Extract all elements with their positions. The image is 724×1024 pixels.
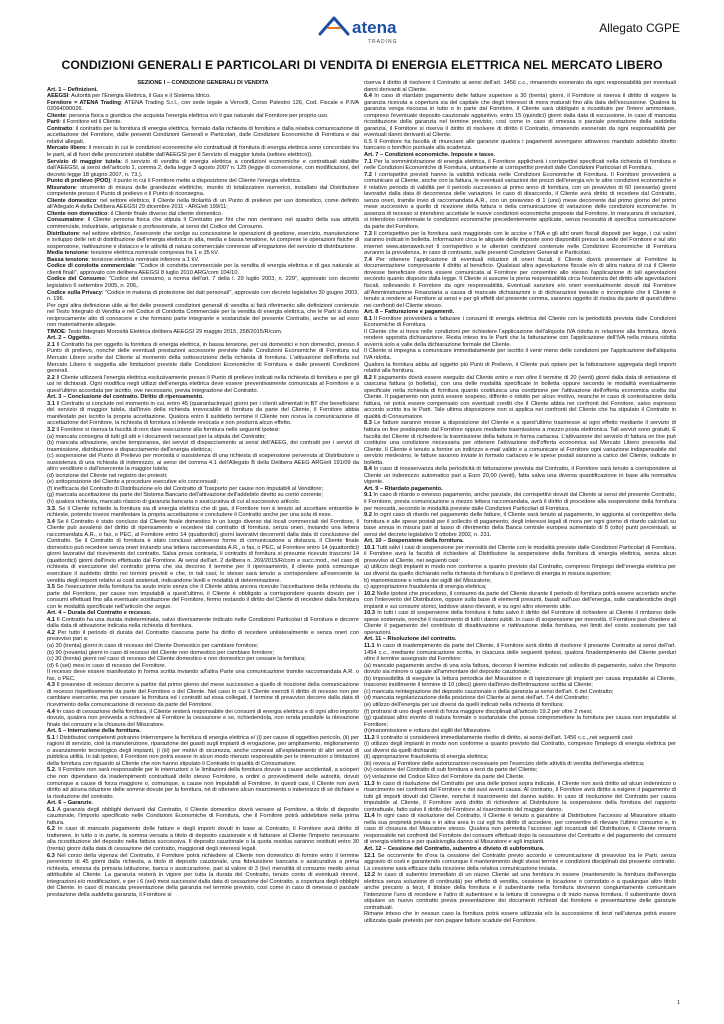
paragraph-text: Per tutto il periodo di durata del Contratto ciascuna parte ha diritto di recedere unilateralmente e senza oneri con preavviso pari a:	[47, 629, 359, 643]
paragraph-text: (d) mancata regolarizzazione della posizione del Cliente ai sensi dell'art. 7.4 del Contratto;	[364, 695, 589, 702]
paragraph	[47, 669, 359, 682]
paragraph-lead: Cliente domestico	[47, 197, 97, 204]
paragraph-text: (d) iscrizione del Cliente nel registro dei protesti;	[47, 472, 168, 479]
paragraph	[364, 872, 676, 911]
allegato-label: Allegato CGPE	[599, 21, 680, 35]
paragraph-lead: 3.4	[47, 518, 55, 525]
paragraph-lead: 5.1	[47, 734, 55, 741]
paragraph-text: c) appropriazione fraudolenta di energia elettrica;	[364, 584, 487, 591]
paragraph-text: (b) mancata attivazione, anche temporanea, dei servizi di dispacciamento ai sensi dell'AEEG, dei contratti per i servizi di trasmissione, distribuzione e dispacciamento dell'energia elettrica;	[47, 440, 359, 453]
paragraph-lead: 3.3	[47, 505, 55, 512]
paragraph	[47, 198, 359, 211]
paragraph-text: In caso di subentro immediato di un nuovo Cliente ad una fornitura in essere (mantenendo la fornitura dell'energia elettrica senza soluzione di continuità) per effetto di vendita, cessione in locazione o comodato o a qualunque altro titolo anche precario a terzi, il titolare della fornitura e il subentrante nella fornitura dovranno congiuntamente comunicare l'intenzione l'uno di recedere e l'altro di subentrare e la lettura di consegna o di inizio nuova fornitura. Il subentrante dovrà stipulare un nuovo contratto previa presentazione dei documenti richiesti dal fornitore e presentazione delle garanzie contrattuali.	[364, 872, 676, 911]
paragraph-text: Il Cliente utilizzerà l'energia elettrica esclusivamente presso il Punto di prelievo indicati nella richiesta di fornitura e per gli usi ivi dichiarati. Ogni modifica negli utilizzi dell'energia elettrica deve essere preventivamente comunicata al Fornitore e a quest'ultimo accordata per iscritto, ove necessario, previa integrazione del Contratto.	[47, 374, 359, 394]
paragraph-text: Per la somministrazione di energia elettrica, il Fornitore applicherà i corrispettivi specificati nella richiesta di fornitura e nelle Condizioni Economiche di Fornitura, unitamente ai corrispettivi previsti dalle Condizioni Particolari di Fornitura.	[364, 158, 676, 172]
paragraph-lead: 6.3	[47, 852, 55, 859]
paragraph-text: In tutti i casi di sospensione della fornitura è fatto salvo il diritto del Fornitore di richiedere al Cliente il rimborso delle spese sostenute, nonché il risarcimento di tutti i danni subiti. In caso di sospensione per morosità, il Fornitore può chiedere al Cliente il pagamento del contributo di disattivazione e riattivazione della fornitura, nei limiti del costo sostenuto per tali operazioni.	[364, 610, 676, 636]
paragraph-text: (b) 90 (novanta) giorni in caso di recesso del Cliente non domestico per cambiare fornitore;	[47, 649, 274, 656]
paragraph-text: Per ottenere l'applicazione di eventuali riduzioni di oneri fiscali, il Cliente dovrà presentare al Fornitore la documentazione comprovante il diritto al beneficio. Qualsiasi altra agevolazione fiscale e/o di altra natura di cui il Cliente dovesse beneficiare dovrà essere comunicata al Fornitore per consentire allo stesso l'applicazione di tali agevolazioni secondo quanto disposto dalla legge. Il Cliente si assume la piena responsabilità circa l'esistenza del diritto alle agevolazioni fiscali, sollevando il Fornitore da ogni responsabilità. Eventuali sanzioni e/o oneri eventualmente dovuti dal Fornitore all'Amministrazione Finanziaria a causa di mancate dichiarazioni o di dichiarazioni inesatte o incomplete che il Cliente è tenuto a rendere al Fornitore ai sensi e per gli effetti del presente comma, saranno oggetto di rivalsa da parte di quest'ultimo nei confronti del Cliente stesso.	[364, 256, 676, 309]
paragraph-lead: 6.1	[47, 806, 55, 813]
right-text-column	[364, 80, 676, 925]
paragraph	[47, 709, 359, 729]
paragraph-lead: 10.1	[364, 544, 375, 551]
paragraph-lead: 7.4	[364, 256, 372, 263]
paragraph-text: Il Cliente che si trova nelle condizioni per richiedere l'applicazione dell'aliquota IVA ridotta in relazione alla fornitura, dovrà rendere apposita dichiarazione. Resta inteso tra le Parti che la fatturazione con l'applicazione dell'IVA nella misura ridotta avverrà solo a valle della dichiarazione formale del Cliente.	[364, 328, 676, 348]
paragraph-lead: Codice di condotta commerciale	[47, 263, 136, 270]
paragraph-lead: 11.3	[364, 780, 375, 787]
paragraph-lead: 3.1	[47, 400, 55, 407]
paragraph-text: : il mercato in cui le condizioni economiche e/o contrattuali di fornitura di energia elettrica sono concordate tra le parti, al di fuori delle prescrizioni stabilite dall'AEEGSI per il Servizio di maggior tutela (settore elettrico)).	[47, 145, 359, 159]
paragraph-lead: 11.1	[364, 643, 375, 650]
paragraph-text: : "Codice in materia di protezione dei dati personali", approvato con decreto legislativo 30 giugno 2003, n. 196.	[47, 289, 359, 303]
paragraph-text: (c) sospensione del Punto di Prelievo per morosità o sussistenza di una richiesta di sospensione pervenuta al Distributore o sussistenza di una richiesta di indennizzo, ai sensi del comma 4.1 dell'Allegato B della Delibera AEEG ARG/elt 191/09 da altro venditore o dall'esercente la maggior tutela;	[47, 453, 359, 473]
paragraph-text: (ii) appropriazione fraudolenta di energia elettrica;	[364, 754, 489, 761]
paragraph-text: Rimane inteso che in nessun caso la fornitura potrà essere utilizzata e/o la successione di terzi nell'utenza potrà essere utilizzata quale pretesto per non pagare fatture scadute del Fornitore.	[364, 911, 676, 924]
paragraph-text: Il Cliente si impegna a comunicare immediatamente per iscritto il venir meno delle condizioni per l'applicazione dell'aliquota IVA ridotta.	[364, 348, 676, 361]
paragraph	[364, 139, 676, 152]
paragraph-text: . Il Fornitore non sarà responsabile per le interruzioni o le limitazioni della fornitura dovute a cause accidentali, a scioperi che non dipendano da inadempimenti contrattuali dello stesso Fornitore, a ordini o provvedimenti delle autorità, dovuti comunque a cause di forza maggiore o, comunque, a cause non imputabili al Fornitore. In questi casi, il Cliente non avrà diritto ad alcuna riduzione delle somme dovute per la fornitura, né di ottenere alcun risarcimento o indennizzo di sé dichiare e la risoluzione del contratto.	[47, 767, 359, 800]
paragraph-lead: 8.1	[364, 315, 372, 322]
paragraph	[364, 172, 676, 231]
paragraph-lead: 12.2	[364, 872, 375, 879]
paragraph-text: (iv) cessione del Contratto di sub fornitura a terzi da parte del Cliente;	[364, 767, 538, 774]
atena-logo-icon	[318, 12, 412, 38]
paragraph-lead: 6.4	[364, 93, 372, 100]
paragraph	[47, 767, 359, 800]
paragraph-text: Il Contratto si conclude nel momento in cui, entro 45 (quarantacinque) giorni per i clienti alimentati in BT che beneficiano del servizio di maggior tutela, dall'invio della richiesta irrevocabile di fornitura da parte del Cliente, il Fornitore abbia manifestato per iscritto la propria accettazione. Qualora entro il suddetto termine il Cliente non riceva la comunicazione di accettazione del Fornitore, la richiesta di fornitura si intende revocata e non produrrà alcun effetto.	[47, 400, 359, 427]
paragraph	[47, 342, 359, 375]
paragraph-text: : il contratto per la fornitura di energia elettrica, formato dalla richiesta di fornitura e dalla relativa comunicazione di accettazione del Fornitore, dalle presenti Condizioni Generali e Particolari, dalle Condizioni Economiche di Fornitura e dai relativi allegati.	[47, 125, 359, 145]
paragraph	[47, 506, 359, 519]
paragraph-lead: 2.2	[47, 374, 55, 381]
paragraph	[364, 545, 676, 565]
paragraph	[47, 263, 359, 276]
paragraph	[47, 630, 359, 643]
paragraph-text: In caso di ritardato pagamento delle fatture superiore a 30 (trenta) giorni, il Fornitore si riserva il diritto di esigere la garanzia ricevuta a copertura sia del capitale che degli interessi di mora maturati fino alla data dell'escussione. Qualora la garanzia venga riscossa in tutto o in parte dal Fornitore, il Cliente sarà obbligato a ricostituire per l'intero ammontare, compreso l'eventuale deposito cauzionale aggiuntivo, entro 15 (quindici) giorni dalla data di escussione. In caso di mancata ricostituzione della garanzia nel termine previsto, così come in caso di omessa o parziale prestazione della suddetta garanzia, il Fornitore si riserva il diritto di risolvere di diritto il Contratto, rimanendo esonerato da ogni responsabilità per eventuali danni derivanti al Cliente.	[364, 93, 676, 139]
paragraph-text: In caso di ritardo o omesso pagamento, anche parziale, dei corrispettivi dovuti dal Cliente ai sensi del presente Contratto, il Fornitore, previa comunicazione a mezzo lettera raccomandata, avrà il diritto di procedere alla sospensione della fornitura per morosità, secondo le modalità previste dalle Condizioni Particolari di Fornitura.	[364, 492, 676, 512]
paragraph-text: Art. 10 – Sospensione della fornitura.	[364, 538, 464, 545]
paragraph-text: Il contratto si considererà immediatamente risolto di diritto, ai sensi dell'art. 1456 c.c.,,nei seguenti casi:	[374, 734, 634, 741]
paragraph	[364, 316, 676, 329]
paragraph-text: (h) qualora richiesta, mancato rilascio di garanzia bancaria o assicurativa di cui al successivo articolo.	[47, 499, 301, 505]
paragraph-lead: 3.5	[47, 584, 55, 591]
paragraph-lead: Cliente	[47, 112, 66, 119]
paragraph-text: In caso di cessazione della fornitura, il Cliente resterà responsabile dei consumi di energia elettrica e di ogni altro importo dovuto, qualora non provveda a richiedere al Fornitore la cessazione e se, richiedendola, non renda possibile la rilevazione finale dei consumi e la chiusura del Misuratore.	[47, 708, 359, 728]
page-number: 1	[676, 1000, 680, 1006]
paragraph	[47, 290, 359, 303]
paragraph-lead: AEEGSI	[47, 93, 69, 100]
paragraph-lead: 8.2	[364, 374, 372, 381]
paragraph-text: I Distributori competenti potranno interrompere la fornitura di energia elettrica e/ (i) per cause di oggettivo pericolo, (ii) per ragioni di servizio, cioè la manutenzione, riparazione dei guasti sugli impianti di erogazione, per ampliamento, miglioramento o avanzamento tecnologico degli impianti, (i (iii) per motivi di sicurezza, anche connessi all'espletamento di altri servizi di pubblica utilità. In tali ipotesi, il Fornitore non potrà essere in alcun modo ritenuto responsabile per le interruzioni o limitazioni della fornitura con riguardo al Cliente che non hanno stipulato il Contratto in qualità di Consumatore.	[47, 734, 359, 767]
paragraph	[364, 813, 676, 846]
paragraph	[364, 329, 676, 349]
paragraph	[47, 185, 359, 198]
paragraph	[364, 564, 676, 577]
paragraph-text: In ogni caso di ritardo nel pagamento delle fatture, il Cliente sarà tenuto al pagamento, in aggiunta al corrispettivo della fornitura e alle spese postali per il sollecito di pagamento, degli interessi legali di mora per ogni giorno di ritardo calcolati su base annua in misura pari al tasso di riferimento della Banca centrale europea aumentato di 8 (otto) punti percentuali, ai sensi del decreto legislativo 9 ottobre 2002, n. 231.	[364, 512, 676, 538]
paragraph-text: Art. 4 – Durata del Contratto e recesso.	[47, 610, 152, 617]
paragraph-text: (c) mancata reintegrazione del deposito cauzionale o della garanzia ai sensi dell'art. 6 del Contratto;	[364, 688, 614, 695]
paragraph	[364, 348, 676, 361]
paragraph-text: : il Fornitore ed il Cliente.	[59, 119, 122, 126]
paragraph-lead: 4.2	[47, 629, 55, 636]
atena-trading-logo	[318, 12, 412, 50]
paragraph-text: : persona fisica o giuridica che acquista l'energia elettrica e/o il gas naturale dal Fornitore per proprio uso.	[65, 112, 329, 119]
paragraph-text: Art. 9 – Ritardato pagamento.	[364, 485, 443, 492]
paragraph-lead: 10.2	[364, 590, 375, 597]
paragraph-text: Il Contratto ha una durata indeterminata, salvo diversamente indicato nelle Condizioni Particolari di Fornitura e decorre dalla data di attivazione indicata nella richiesta di fornitura.	[47, 616, 359, 630]
paragraph-text: Qualora la fornitura abbia ad oggetto più Punti di Prelievo, il Cliente può optare per la fatturazione aggregata degli importi relativi alla fornitura.	[364, 361, 676, 375]
paragraph-lead: 7.1	[364, 158, 372, 165]
paragraph-lead: 5.2	[47, 767, 55, 774]
paragraph-text: Nelle ipotesi che precedono, il consumo da parte del Cliente durante il periodo di fornitura potrà essere accertato anche con l'intervento del Distributore, oppure sulla base di elementi presunti, basati sull'uso dell'energia, sulle caratteristiche degli impianti e sui consumi storici, laddove siano rilevanti, e su ogni altro elemento utile.	[364, 590, 676, 610]
paragraph	[364, 93, 676, 139]
paragraph-text: (f) inefficacia del Contratto di Distribuzione e/o del Contratto di Trasporto per cause non imputabili al Venditore;	[47, 485, 324, 492]
paragraph-text: Art. 11 – Risoluzione del contratto.	[364, 636, 457, 643]
paragraph-lead: Consumatore	[47, 217, 84, 224]
paragraph-text: : il punto in cui il Fornitore mette a disposizione del Cliente l'energia elettrica.	[110, 178, 302, 185]
paragraph-text: In caso di inadempimento da parte del Cliente, il Fornitore avrà diritto di risolvere il presente Contratto ai sensi dell'art. 1454 c.c., mediante comunicazione scritta, in ciascuna delle seguenti ipotesi, qualora l'inadempimento del Cliente perduri oltre il termine assegnato dal Fornitore:	[364, 643, 676, 663]
paragraph	[364, 591, 676, 611]
paragraph	[47, 217, 359, 230]
paragraph-text: : "Codice del consumo, a norma dell'art. 7 della l. 29 luglio 2003, n. 229", approvato con decreto legislativo 6 settembre 2005, n. 206,.	[47, 276, 359, 289]
paragraph-lead: Misuratore	[47, 184, 76, 191]
document-title: CONDIZIONI GENERALI E PARTICOLARI DI VENDITA DI ENERGIA ELETTRICA NEL MERCATO LIBERO	[61, 58, 663, 72]
paragraph	[47, 276, 359, 289]
paragraph	[47, 807, 359, 827]
paragraph-text: : nel settore elettrico, l'esercente che svolge su concessione le operazioni di gestione, esercizio, manutenzione e sviluppo delle reti di distribuzione dell'energia elettrica in alta, media e bassa tensione, ivi comprese le operazioni fisiche di sospensione, riattivazione e distacco e le attività di natura commerciale connesse all'erogazione del servizio di distribuzione.	[47, 230, 359, 250]
paragraph-text: Il pagamento dovrà essere eseguito dal Cliente entro e non oltre il termine di 20 (venti) giorni dalla data di emissione di ciascuna fattura (o bolletta), con una delle modalità specificate in bolletta oppure secondo le modalità eventualmente specificate nella richiesta di fornitura quanto costituisca una condizione per l'attivazione dell'offerta economica scelta dal Cliente. Il pagamento non potrà essere sospeso, differito o ridotto per alcun motivo, neanche in caso di contestazione della fattura, né potrà essere compensato con eventuali crediti che il Cliente abbia nei confronti del Fornitore, salvo espresso accordo scritto tra le Parti. Tale ultima disposizione non si applica nei confronti del Cliente che ha stipulato il Contratto in qualità di Consumatore.	[364, 374, 676, 420]
paragraph-text: Art. 5 – Interruzione della fornitura.	[47, 728, 141, 735]
paragraph-lead: 4.4	[47, 708, 55, 715]
paragraph-text: : il Cliente persona fisica che stipula il Contratto per fini che non rientrano nel quadro della sua attività commerciale, industriale, artigianale o professionale, ai sensi del Codice del Consumo.	[47, 217, 359, 231]
paragraph-text: (d) 6 (sei) mesi in caso di recesso del Fornitore.	[47, 662, 167, 669]
paragraph	[47, 453, 359, 473]
paragraph-lead: Mercato libero	[47, 145, 86, 152]
paragraph	[47, 440, 359, 453]
paragraph-text: Per ogni altra definizione utile ai fini delle presenti condizioni generali di vendita si farà riferimento alle definizioni contenute nel Testo Integrato di Vendita e nel Codice di Condotta Commerciale per la vendita di energia elettrica, che le Parti si danno reciprocamente atto di conoscere e che formano parte integrante e sostanziale del presente Contratto, anche se ad esso non materialmente allegate.	[47, 302, 359, 329]
paragraph-lead: 9.2	[364, 512, 372, 519]
paragraph	[47, 159, 359, 179]
paragraph-lead: Punto di prelievo (POD)	[47, 178, 111, 185]
paragraph-text: Art. 2 – Oggetto.	[47, 335, 91, 342]
paragraph-lead: 4.3	[47, 682, 55, 689]
paragraph-text: Il corrispettivo per la fornitura sarà maggiorato con le accise e l'IVA e gli altri oneri fiscali disposti per legge, i cui valori saranno indicati in bolletta. Informazioni circa le aliquote delle imposte sono disponibili presso la sede del Fornitore e sul sito internet www.atenaweb.net Il corrispettivo e le ulteriori condizioni contenute nelle Condizioni Economiche di Fornitura avranno la prevalenza, in caso di contrasto, sulle presenti Condizioni Generali e Particolari.	[364, 230, 676, 257]
paragraph	[47, 303, 359, 329]
paragraph	[364, 911, 676, 924]
paragraph	[364, 492, 676, 512]
paragraph	[364, 159, 676, 172]
paragraph-text: Art. 3 – Conclusione del contratto. Diritto di ripensamento.	[47, 394, 204, 401]
paragraph	[47, 584, 359, 610]
paragraph-text: (b) impossibilità di eseguire la lettura periodica del Misuratore o di ispezionare gli impianti per causa imputabile al Cliente, trascorso inutilmente il termine di 10 (dieci) giorni dall'invio dell'intimazione scritta al Cliente;	[364, 675, 676, 689]
paragraph-lead: Bassa tensione	[47, 256, 89, 263]
paragraph-text: : strumento di misura delle grandezze elettriche, munito di totalizzatore numerico, installato dal Distributore competente presso il Punto di prelievo o il Punto di riconsegna.	[47, 184, 359, 198]
paragraph	[364, 512, 676, 538]
paragraph-text: In caso di risoluzione del Contratto per una delle ipotesi sopra indicate, il Cliente non avrà diritto ad alcun indennizzo o risarcimento nei confronti del Fornitore e dei suoi aventi causa. Al contrario, il Fornitore avrà diritto a esigere il pagamento di tutti gli importi dovuti dal Cliente, nonché il risarcimento del danno subito. In caso di risoluzione del Contratto per causa imputabile al Cliente, il Fornitore avrà diritto di richiedere al Distributore la sospensione della fornitura del rapporto contrattuale, fatto salvo il diritto del Fornitore al risarcimento del maggior danno.	[364, 780, 676, 813]
paragraph	[364, 257, 676, 309]
logo-wordmark: atena	[352, 18, 397, 37]
paragraph-text: Le fatture saranno messe a disposizione del Cliente e a quest'ultimo trasmesse al ogni effetto mediante il servizio di fattura on line predisposto dal Fornitore oppure mediante trasmissione a mezzo posta elettronica. Tali servizi sono gratuiti. È facoltà del Cliente di richiedere la trasmissione della fattura in forma cartacea. L'attivazione del servizio di fattura on line può costituire una condizione necessaria per ottenere l'attivazione dell'offerta economica sul Mercato Libero prescelta dal Cliente. Il Cliente è tenuto a fornire un indirizzo e-mail valido e a comunicare al Fornitore ogni variazione indispensabile del servizio medesimo, le fatture saranno inviate in formato cartaceo e le spese postali saranno a carico del Cliente, indicate in bolletta.	[364, 420, 676, 466]
paragraph	[47, 100, 359, 113]
paragraph-lead: Parti	[47, 119, 60, 126]
paragraph-text: SEZIONE I – CONDIZIONI GENERALI DI VENDITA	[137, 80, 269, 86]
paragraph	[364, 741, 676, 754]
paragraph-text: (iii) revoca al Fornitore delle autorizzazioni necessarie per l'esercizio delle attività di vendita dell'energia elettrica;	[364, 760, 645, 767]
paragraph	[47, 617, 359, 630]
paragraph-text: : "Codice di condotta commerciale per la vendita di energia elettrica e di gas naturale ai clienti finali", approvato con delibera AEEGSI 8 luglio 2010 ARG/com 104/10.	[47, 263, 359, 276]
paragraph-text: Tutti salvi i casi di sospensione per morosità del Cliente con le modalità previste dalle Condizioni Particolari di Fornitura, il Fornitore avrà la facoltà di richiedere al Distributore la sospensione della fornitura di energia elettrica, senza alcun preavviso al Cliente, nei seguenti casi:	[364, 544, 676, 564]
paragraph-text: (g) mancata accettazione da parte del Sistema Bancario dell'attivazione dell'addebito diretto su conto corrente;	[47, 492, 323, 499]
paragraph-lead: 3.2	[47, 426, 55, 433]
paragraph-text: (f) protrarsi di uno degli eventi di forza maggiore disciplinati all'articolo 19.2 per oltre 2 mesi;	[364, 708, 593, 715]
paragraph-text: (v) violazione del Codice Etico del Fornitore da parte del Cliente.	[364, 773, 525, 780]
paragraph	[47, 853, 359, 899]
paragraph	[47, 682, 359, 708]
paragraph	[47, 126, 359, 146]
paragraph-text: : il servizio di vendita di energia elettrica a condizioni economiche e contrattuali stabilite dall'AEEGSI, ai sensi dell'articolo 1, comma 2, della legge 3 agosto 2007 n. 125 (legge di conversione, con modificazioni, del decreto legge 18 giugno 2007, n. 73.).	[47, 158, 359, 178]
paragraph-text: Art. 1 – Definizioni.	[47, 86, 98, 93]
paragraph-lead: Distributore	[47, 230, 79, 237]
paragraph-text: : nel settore elettrico, il Cliente nella titolarità di un Punto di prelievo per uso domestico, come definito all'Allegato A della Delibera AEEGSI 29 dicembre 2011 - ARG/elt 199/11;	[47, 197, 359, 211]
paragraph	[47, 401, 359, 427]
paragraph	[364, 610, 676, 636]
paragraph-text: In caso di inosservanza della periodicità di fatturazione prevista dal Contratto, il Fornitore sarà tenuto a corrispondere al Cliente un indennizzo automatico pari a Euro 20,00 (venti), fatta salva una diversa quantificazione in base alla normativa vigente.	[364, 466, 676, 486]
paragraph-text: (g) qualsiasi altro evento di natura formale o sostanziale che possa compromettere la fornitura per causa non imputabile al Fornitore;	[364, 715, 676, 728]
paragraph-text: (e) utilizzo dell'energia per usi diversi da quelli indicati nella richiesta di fornitura;	[364, 701, 564, 708]
paragraph-lead: TIMOE	[47, 328, 65, 335]
paragraph-text: (i) utilizzo degli impianti in modo non conforme a quanto previsto dal Contratto, compreso l'impiego di energia elettrica per usi diversi da quelli dichiarati;	[364, 741, 676, 754]
paragraph-lead: 4.1	[47, 616, 55, 623]
paragraph-lead: 12.1	[364, 852, 375, 859]
paragraph-text: : ATENA Trading S.r.l., con sede legale a Vercelli, Corso Palestro 126, Cod. Fiscale e P.IVA 02064090026.	[47, 99, 359, 113]
paragraph	[47, 735, 359, 768]
paragraph	[364, 643, 676, 663]
paragraph-lead: 7.2	[364, 171, 372, 178]
paragraph-text: In ogni caso di risoluzione del Contratto, il Cliente è tenuto a garantire al Distributore l'accesso al Misuratore situato nella sua proprietà privata o in altra area in cui egli ha diritto di accedere, per consentire di rilevare l'ultimo consumo e, in caso di chiusura del Misuratore stesso. Qualora non permetta l'accesso agli incaricati del Distributore, il Cliente rimarrà responsabile nei confronti del Fornitore dei consumi effettuati dopo la cessazione del Contratto e del pagamento dei consumi di energia elettrica e per qualsivoglia danno al Misuratore e agli impianti.	[364, 813, 676, 846]
paragraph	[364, 231, 676, 257]
paragraph	[47, 519, 359, 584]
paragraph	[47, 145, 359, 158]
paragraph-text: (a) mancata consegna di tutti gli atti e i documenti necessari per la stipula del Contratto;	[47, 433, 266, 440]
left-text-column	[47, 80, 359, 898]
paragraph-text: : Autorità per l'Energia Elettrica, il Gas e il Sistema Idrico.	[68, 93, 211, 100]
paragraph-text: Art. 8 – Fatturazione e pagamenti.	[364, 309, 455, 316]
logo-subtitle: TRADING	[368, 39, 398, 45]
paragraph-text: . Se il Cliente richiede la fornitura sia di energia elettrica che di gas, il Fornitore non è tenuto ad accettare entrambe le richieste, potendo invece manifestare la propria accettazione e concludere il Contratto anche per una sola di esse.	[47, 505, 359, 519]
paragraph-text: (e) sottoposizione del Cliente a procedure esecutive e/o concorsuali;	[47, 479, 218, 486]
paragraph-lead: 8.3	[364, 420, 372, 427]
paragraph-text: I corrispettivi previsti hanno la validità indicata nelle Condizioni Economiche di Fornitura. Il Fornitore provvederà a comunicare al Cliente, anche con la fattura, le eventuali variazioni dei prezzi dell'energia e/o le altre condizioni economiche e il relativo periodo di validità per il periodo successivo al primo anno di fornitura, con un preavviso di 60 (sessanta) giorni lavorativi dalla data di decorrenza delle variazioni. In caso di disaccordo, il Cliente avrà diritto di recedere dal Contratto, senza oneri, tramite invio di raccomandata A.R., con un preavviso di 1 (uno) mese decorrente dal primo giorno del primo mese successivo a quello di ricezione della fattura o della comunicazione di variazione delle condizioni economiche. In assenza di recesso si intendono accettate le nuove condizioni economiche proposte dal Fornitore. In mancanza di variazioni, si intendono confermate le condizioni economiche precedentemente applicate, senza necessità di specifica comunicazione da parte del Fornitore.	[364, 171, 676, 231]
paragraph	[47, 231, 359, 251]
paragraph-text: : il Cliente finale diverso dal cliente domestico.	[107, 210, 223, 217]
paragraph	[364, 663, 676, 676]
paragraph-text: (a) 30 (trenta) giorni in caso di recesso del Cliente Domestico per cambiare fornitore;	[47, 643, 259, 650]
paragraph	[47, 375, 359, 395]
paragraph	[364, 853, 676, 873]
paragraph	[364, 420, 676, 466]
paragraph-text: (h)manomissione e rottura dei sigilli del Misuratore.	[364, 728, 492, 735]
paragraph-text: (c) 30 (trenta) giorni nel caso di recesso del Cliente domestico e non domestico per cessare la fornitura;	[47, 656, 306, 663]
paragraph	[364, 362, 676, 375]
paragraph-text: (a) mancato pagamento anche di una sola fattura, decorso il termine indicato nel sollecito di pagamento, salvo che l'importo dovuto sia minore o uguale all'ammontare del deposito cauzionale;	[364, 662, 676, 676]
paragraph-text: In caso di mancato pagamento delle fatture e degli importi dovuti in base al Contratto, il Fornitore avrà diritto di trattenere, in tutto o in parte, la somma versata a titolo di deposito cauzionale e di fatturare al Cliente l'importo necessario alla ricostituzione del deposito nella fattura successiva. Il deposito cauzionale o la quota residua saranno restituiti entro 30 (trenta) giorni dalla data di cessazione del contratto, maggiorati degli interessi legali.	[47, 826, 359, 852]
paragraph-text: a) utilizzo degli impianti in modo non conforme a quanto previsto dal Contratto, compreso l'impiego dell'energia elettrica per usi diversi da quello dichiarato nella richiesta di fornitura o il prelievo di energia in misura superiore;	[364, 564, 676, 578]
paragraph-text: Nel corso della vigenza del Contratto, il Fornitore potrà richiedere al Cliente non domestico di fornire entro il termine perentorio di 45 giorni dalla richiesta, a titolo di deposito cauzionale, una fideiussione bancaria o assicurativa a prima richiesta, emessa da primaria istituzione, banca o assicurazione, pari al valore di 3 (tre) mensilità di consumo medio annui attribuibile al Cliente. La garanzia resterà in vigore per tutta la durata del Contratto, tenuto conto di eventuali rinnovi, integrazioni e/o modificazioni, e per i 6 (sei) mesi successivi dalla data di cessazione del Contratto, a copertura degli obblighi del Cliente. In caso di mancata presentazione della garanzia nel termine previsto, così come in caso di omessa o parziale prestazione della suddetta garanzia, il Fornitore si	[47, 852, 359, 898]
paragraph-lead: 11.4	[364, 813, 375, 820]
paragraph-text: Il preavviso di recesso decorre a partire dal primo giorno del mese successivo a quello di ricezione della comunicazione di recesso rispettivamente da parte del Fornitore o del Cliente. Nel caso in cui il Cliente eserciti il diritto di recesso non per cambiare esercente, ma per cessare la fornitura ed i contratti ad essa collegati, il termine di preavviso decorre dalla data di ricevimento della comunicazione di recesso da parte del Fornitore.	[47, 682, 359, 708]
paragraph-lead: 8.4	[364, 466, 372, 473]
paragraph-text: : tensione elettrica nominale inferiore a 1 kV.	[88, 256, 200, 263]
paragraph	[364, 676, 676, 689]
paragraph-lead: Cliente non domestico	[47, 210, 108, 217]
paragraph-text: Se l'esecuzione della fornitura ha avuto inizio senza che il Cliente abbia ancora ricevuto l'accettazione della richiesta da parte del Fornitore, per cause non imputabili a quest'ultimo, il Cliente è obbligato a corrispondere quanto dovuto per i consumi effettuati fino alla eventuale sostituzione del Fornitore, fermo restando il diritto del Cliente di recedere dalla fornitura con le modalità specificate nell'articolo che segue.	[47, 584, 359, 610]
paragraph-text: riserva il diritto di risolvere il Contratto ai sensi dell'art. 1456 c.c., rimanendo esonerato da ogni responsabilità per eventuali danni derivanti al Cliente.	[364, 80, 676, 93]
paragraph	[364, 715, 676, 728]
paragraph-text: Art. 7 – Condizioni economiche. Imposte e tasse.	[364, 152, 496, 159]
paragraph-lead: Contratto	[47, 125, 73, 132]
paragraph-text: : Testo Integrato Morosità Elettrica delibera AEEGSI 29 maggio 2015, 258/2015/R/com.	[64, 328, 283, 335]
paragraph-text: Se il Contratto è stato concluso dal Cliente finale domestico in un luogo diverso dai locali commerciali del Fornitore, il Cliente può avvalersi del diritto di ripensamento e recedere dal contratto di fornitura, senza oneri, inviando una lettera raccomandata A.R., o fax, o PEC, al Fornitore entro 14 (quattordici) giorni lavorativi decorrenti dalla data di conclusione del Contratto. Se il Contratto di fornitura è stato concluso attraverso forme di comunicazione a distanza, il Cliente finale domestico può recedere senza oneri inviando una lettera raccomandata A.R., o fax, o PEC, al Fornitore entro 14 (quattordici) giorni lavorativi dal ricevimento del contratto. Salva prova contraria, il contratto di fornitura si presume ricevuto trascorsi 14 (quattordici) giorni dall'invio effettuato dal Fornitore. Ai sensi dell'art. 2 delibera n. 269/2015/R/com e succ.mod., nel caso di richiesta di esecuzione del contratto prima che sia decorso il termine per il ripensamento, il cliente potrà comunque esercitare il suddetto diritto nei termini previsti e che, in tali casi, lo stesso sarà tenuto a corrispondere all'esercente la vendita degli importi relativi ai costi sostenuti, indicandone livelli e modalità di determinazione.	[47, 518, 359, 584]
paragraph-lead: 2.1	[47, 341, 55, 348]
paragraph-text: 6.5 Il Fornitore ha facoltà di rinunciare alle garanzie qualora i pagamenti avvengano attraverso mandato addebito diretto bancario o bonifico puntuale alla scadenza.	[364, 138, 676, 152]
paragraph-lead: 11.2	[364, 734, 375, 741]
paragraph-lead: 7.3	[364, 230, 372, 237]
paragraph-text: Art. 12 – Cessione del Contratto, subentro e divieto di subfornitura.	[364, 845, 545, 852]
paragraph-text: Il recesso deve essere manifestato in forma scritta inviando all'altra Parte una comunicazione tramite raccomandata A.R. o fax, o PEC.	[47, 669, 359, 682]
paragraph	[47, 826, 359, 852]
paragraph-lead: 6.2	[47, 826, 55, 833]
paragraph-text: Il Fornitore provvederà a fatturare i consumi di energia elettrica del Cliente con la periodicità prevista dalle Condizioni Economiche di Fornitura.	[364, 315, 676, 329]
paragraph-text: : tensione elettrica nominale compresa fra 1 e 35 kV.	[87, 250, 219, 257]
paragraph-text: b) manomissione e rottura dei sigilli del Misuratore;	[364, 577, 492, 584]
paragraph-text: Se occorrente fin d'ora la cessione del Contratto previo accordo e comunicazione di preavviso tra le Parti, senza aggravio di costi e garantendo comunque il mantenimento degli stessi termini e condizioni disciplinati dal presente contratto. La cessione sarà efficace dalla ricezione della relativa comunicazione inviata.	[364, 852, 676, 872]
paragraph	[364, 80, 676, 93]
paragraph	[364, 466, 676, 486]
paragraph-lead: Codice sulla Privacy	[47, 289, 102, 296]
paragraph-text: Il Fornitore si riserva la facoltà di non dare esecuzione alla fornitura nelle seguenti ipotesi:	[54, 426, 280, 433]
paragraph-lead: Servizio di maggior tutela	[47, 158, 121, 165]
paragraph-text: Il Contratto ha per oggetto la fornitura di energia elettrica, in bassa tensione, per usi domestici e non domestici, presso il Punto di prelievo, nonché delle eventuali prestazioni accessorie previste dalle Condizioni Economiche di Fornitura sul Mercato Libero scelte dal Cliente al momento della sottoscrizione della richiesta di fornitura. L'attivazione dell'offerta sul Mercato Libero è soggetta alle limitazioni previste dalle Condizioni Economiche di Fornitura e dalle presenti Condizioni generali.	[47, 341, 359, 375]
paragraph-lead: Codice del Consumo	[47, 276, 105, 283]
paragraph	[364, 781, 676, 814]
paragraph-lead: 10.3	[364, 610, 375, 617]
paragraph-text: A garanzia degli obblighi derivanti dal Contratto, il Cliente domestico dovrà versare al Fornitore, a titolo di deposito cauzionale, l'importo specificato nelle Condizioni Economiche di Fornitura, che il Fornitore potrà addebitare nella prima fattura.	[47, 806, 359, 826]
paragraph-lead: 9.1	[364, 492, 372, 499]
paragraph-lead: Media tensione	[47, 250, 88, 257]
paragraph-text: Art. 6 – Garanzie.	[47, 800, 94, 807]
paragraph-lead: Fornitore = ATENA Trading	[47, 99, 121, 106]
paragraph	[364, 375, 676, 421]
